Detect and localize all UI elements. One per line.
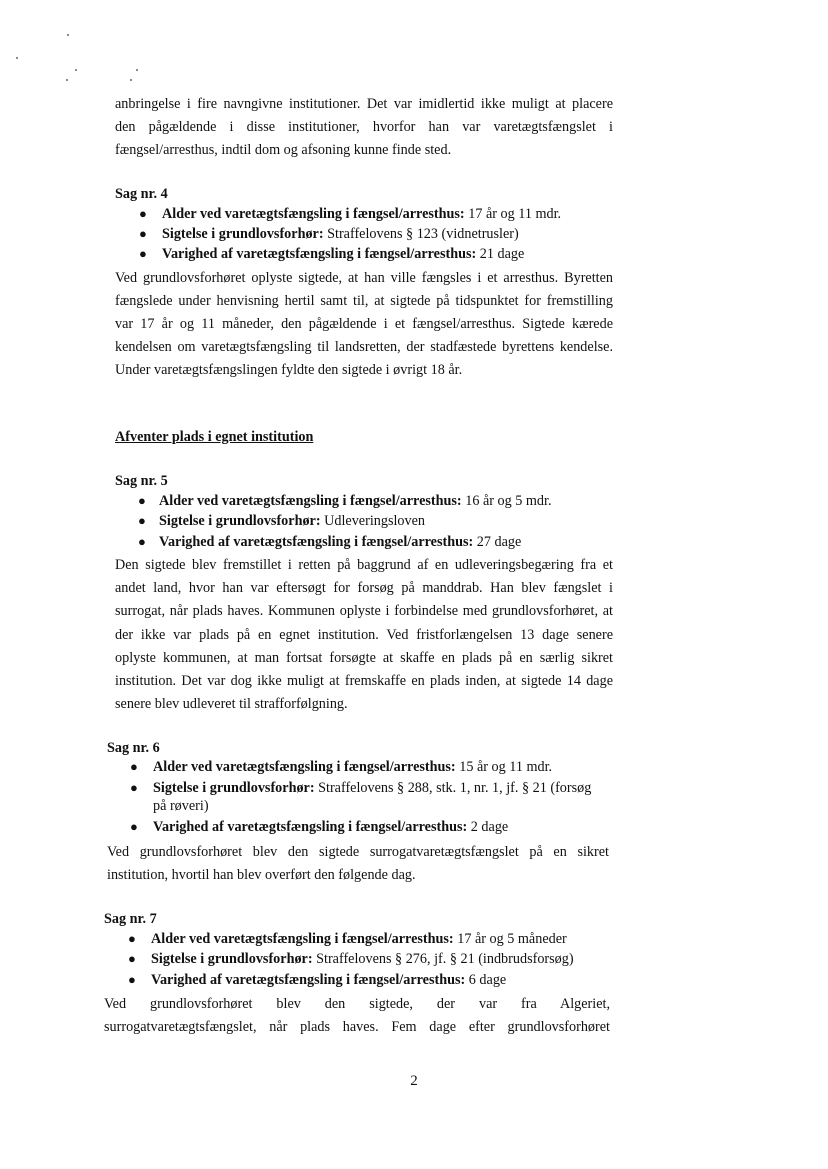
case-item (151, 950, 574, 968)
case-item (153, 758, 552, 776)
item-label: Sigtelse i grundlovsforhør: (162, 226, 324, 242)
item-value: 21 dage (479, 246, 525, 262)
item-label: Alder ved varetægtsfængsling i fængsel/arresthus: (162, 206, 465, 222)
scan-speck (16, 57, 18, 59)
bullet-icon: ● (128, 931, 136, 946)
bullet-icon: ● (138, 534, 146, 549)
body-line: andet land, hvor han var eftersøgt for forsøg på manddrab. Han blev fængslet i (115, 580, 613, 596)
item-label: Varighed af varetægtsfængsling i fængsel/arresthus: (151, 972, 466, 988)
item-value: 2 dage (470, 819, 509, 835)
bullet-icon: ● (139, 206, 147, 221)
item-label: Varighed af varetægtsfængsling i fængsel/arresthus: (162, 246, 477, 262)
item-value: 16 år og 5 mdr. (465, 493, 552, 509)
bullet-icon: ● (128, 972, 136, 987)
section-heading: Afventer plads i egnet institution (115, 429, 314, 445)
case-heading: Sag nr. 7 (104, 911, 157, 927)
item-label: Sigtelse i grundlovsforhør: (151, 951, 313, 967)
case-item (153, 779, 591, 797)
page-number: 2 (410, 1073, 418, 1089)
bullet-icon: ● (138, 513, 146, 528)
scan-speck (67, 34, 69, 36)
body-line: Ved grundlovsforhøret blev den sigtede surrogatvaretægtsfængslet på en sikret (107, 844, 609, 860)
item-label: Alder ved varetægtsfængsling i fængsel/arresthus: (153, 759, 456, 775)
item-value: Udleveringsloven (324, 513, 425, 529)
case-item-continuation: på røveri) (153, 798, 209, 814)
body-line: Den sigtede blev fremstillet i retten på baggrund af en udleveringsbegæring fra et (115, 557, 613, 573)
body-line: Under varetægtsfængslingen fyldte den sigtede i øvrigt 18 år. (115, 362, 463, 378)
item-value: 27 dage (476, 534, 522, 550)
bullet-icon: ● (138, 493, 146, 508)
case-item (159, 492, 552, 510)
intro-line: fængsel/arresthus, indtil dom og afsoning kunne finde sted. (115, 142, 452, 158)
item-label: Alder ved varetægtsfængsling i fængsel/arresthus: (151, 931, 454, 947)
item-value: 6 dage (468, 972, 507, 988)
intro-line: den pågældende i disse institutioner, hvorfor han var varetægtsfængslet i (115, 119, 613, 135)
bullet-icon: ● (130, 819, 138, 834)
case-heading: Sag nr. 5 (115, 473, 168, 489)
item-value: Straffelovens § 276, jf. § 21 (indbrudsforsøg) (316, 951, 574, 967)
item-value: 17 år og 11 mdr. (468, 206, 562, 222)
body-line: senere blev udleveret til strafforfølgning. (115, 696, 348, 712)
item-value: Straffelovens § 288, stk. 1, nr. 1, jf. § 21 (forsøg (318, 780, 592, 796)
item-label: Sigtelse i grundlovsforhør: (153, 780, 315, 796)
scan-speck (130, 79, 132, 81)
body-line: kendelsen om varetægtsfængsling til landsretten, der stadfæstede byrettens kendelse. (115, 339, 613, 355)
body-line: der ikke var plads på en egnet institution. Ved fristforlængelsen 13 dage senere (115, 627, 613, 643)
item-value: 17 år og 5 måneder (457, 931, 567, 947)
intro-line: anbringelse i fire navngivne institutioner. Det var imidlertid ikke muligt at placere (115, 96, 613, 112)
item-value: Straffelovens § 123 (vidnetrusler) (327, 226, 519, 242)
body-line: Ved grundlovsforhøret oplyste sigtede, at han ville fængsles i et arresthus. Byretten (115, 270, 613, 286)
scan-speck (75, 69, 77, 71)
item-label: Sigtelse i grundlovsforhør: (159, 513, 321, 529)
body-line: surrogat, når plads haves. Kommunen oplyste i forbindelse med grundlovsforhøret, at (115, 603, 613, 619)
item-label: Alder ved varetægtsfængsling i fængsel/arresthus: (159, 493, 462, 509)
body-line: var 17 år og 11 måneder, den pågældende i et fængsel/arresthus. Sigtede kærede (115, 316, 613, 332)
scan-speck (136, 69, 138, 71)
bullet-icon: ● (130, 759, 138, 774)
case-item (159, 512, 425, 530)
case-heading: Sag nr. 6 (107, 740, 160, 756)
body-line: surrogatvaretægtsfængslet, når plads haves. Fem dage efter grundlovsforhøret (104, 1019, 610, 1035)
body-line: institution, hvortil han blev overført den følgende dag. (107, 867, 416, 883)
item-label: Varighed af varetægtsfængsling i fængsel/arresthus: (153, 819, 468, 835)
scan-speck (66, 79, 68, 81)
body-line: Ved grundlovsforhøret blev den sigtede, der var fra Algeriet, (104, 996, 610, 1012)
bullet-icon: ● (139, 246, 147, 261)
case-item (162, 205, 561, 223)
body-line: oplyste kommunen, at man fortsat forsøgte at skaffe en plads på en særlig sikret (115, 650, 613, 666)
bullet-icon: ● (128, 951, 136, 966)
case-item (151, 971, 506, 989)
case-heading: Sag nr. 4 (115, 186, 168, 202)
item-value: 15 år og 11 mdr. (459, 759, 553, 775)
case-item (159, 533, 521, 551)
item-label: Varighed af varetægtsfængsling i fængsel/arresthus: (159, 534, 474, 550)
case-item (162, 245, 524, 263)
case-item (153, 818, 508, 836)
body-line: institution. Det var dog ikke muligt at fremskaffe en plads inden, at sigtede 14 dage (115, 673, 613, 689)
case-item (151, 930, 567, 948)
body-line: fængslede under henvisning hertil samt til, at sigtede på tidspunktet for fremstilling (115, 293, 613, 309)
bullet-icon: ● (139, 226, 147, 241)
bullet-icon: ● (130, 780, 138, 795)
case-item (162, 225, 519, 243)
